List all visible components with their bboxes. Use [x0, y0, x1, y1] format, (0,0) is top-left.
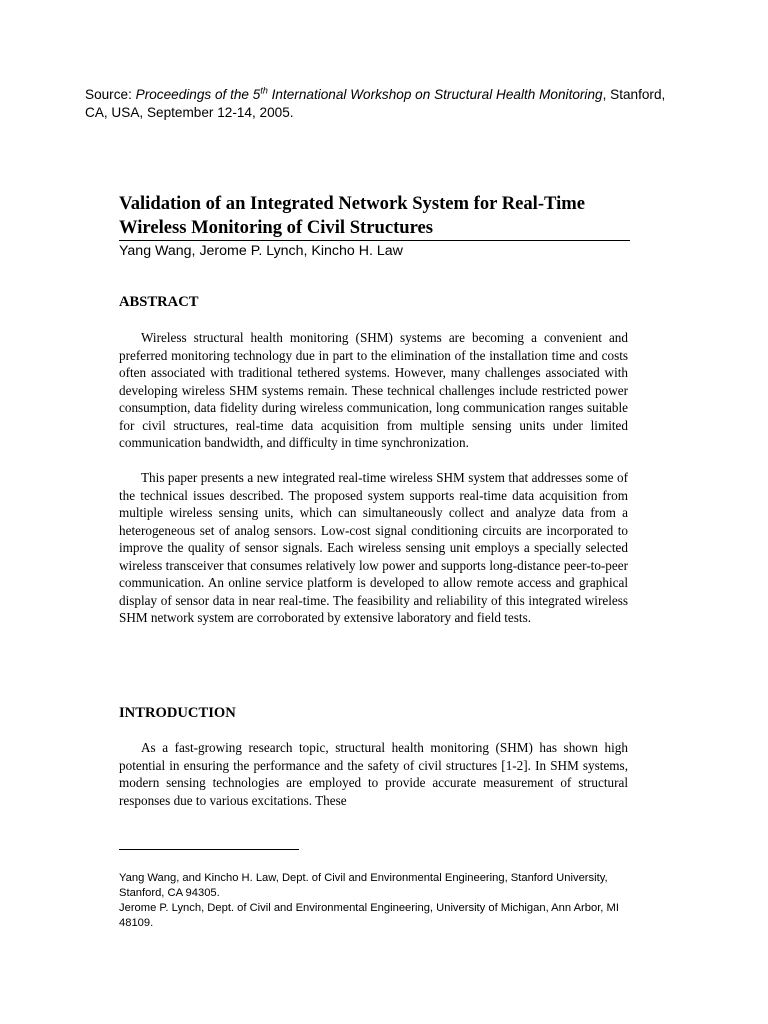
footnote-affiliation-stanford: Yang Wang, and Kincho H. Law, Dept. of Civil and Environmental Engineering, Stanford University, Stanford, CA 94305.: [119, 872, 608, 899]
footnote-affiliation-michigan: Jerome P. Lynch, Dept. of Civil and Environmental Engineering, University of Michigan, Ann Arbor, MI 48109.: [119, 902, 619, 929]
paper-title: [119, 192, 639, 240]
source-venue: [136, 87, 603, 102]
abstract-heading: ABSTRACT: [119, 294, 199, 310]
footnote-rule: [119, 849, 299, 850]
introduction-paragraph-1: As a fast-growing research topic, structural health monitoring (SHM) has shown high potential in ensuring the performance and the safety of civil structures [1-2]. In SHM systems, modern sensing technologies are employed to provide accurate measurement of structural responses due to various excitations. These: [119, 740, 628, 808]
title-rule: [119, 240, 630, 241]
source-venue-pre: Proceedings of the 5: [135, 87, 261, 102]
source-prefix: Source:: [85, 87, 136, 102]
paper-title-line-1: Validation of an Integrated Network System for Real-Time: [119, 193, 586, 214]
source-venue-sup: th: [260, 85, 268, 96]
abstract-paragraph-1: Wireless structural health monitoring (SHM) systems are becoming a convenient and preferred monitoring technology due in part to the elimination of the installation time and costs often associated with traditional tethered systems. However, many challenges associated with developing wireless SHM systems remain. These technical challenges include restricted power consumption, data fidelity during wireless communication, long communication ranges suitable for civil structures, real-time data acquisition from multiple sensing units under limited communication bandwidth, and difficulty in time synchronization.: [119, 330, 628, 450]
source-rest: , Stanford, CA, USA, September 12-14, 2005.: [85, 87, 666, 120]
introduction-heading: INTRODUCTION: [119, 705, 236, 721]
paper-authors: Yang Wang, Jerome P. Lynch, Kincho H. Law: [119, 243, 403, 259]
paper-title-line-2: Wireless Monitoring of Civil Structures: [119, 217, 434, 238]
abstract-paragraph-2: This paper presents a new integrated real-time wireless SHM system that addresses some of the technical issues described. The proposed system supports real-time data acquisition from multiple wireless sensing units, which can simultaneously collect and analyze data from a heterogeneous set of analog sensors. Low-cost signal conditioning circuits are incorporated to improve the quality of sensor signals. Each wireless sensing unit employs a specially selected wireless transceiver that consumes relatively low power and supports long-distance peer-to-peer communication. An online service platform is developed to allow remote access and graphical display of sensor data in near real-time. The feasibility and reliability of this integrated wireless SHM network system are corroborated by extensive laboratory and field tests.: [119, 470, 628, 625]
source-citation: [85, 86, 685, 122]
source-venue-post: International Workshop on Structural Health Monitoring: [267, 87, 603, 102]
